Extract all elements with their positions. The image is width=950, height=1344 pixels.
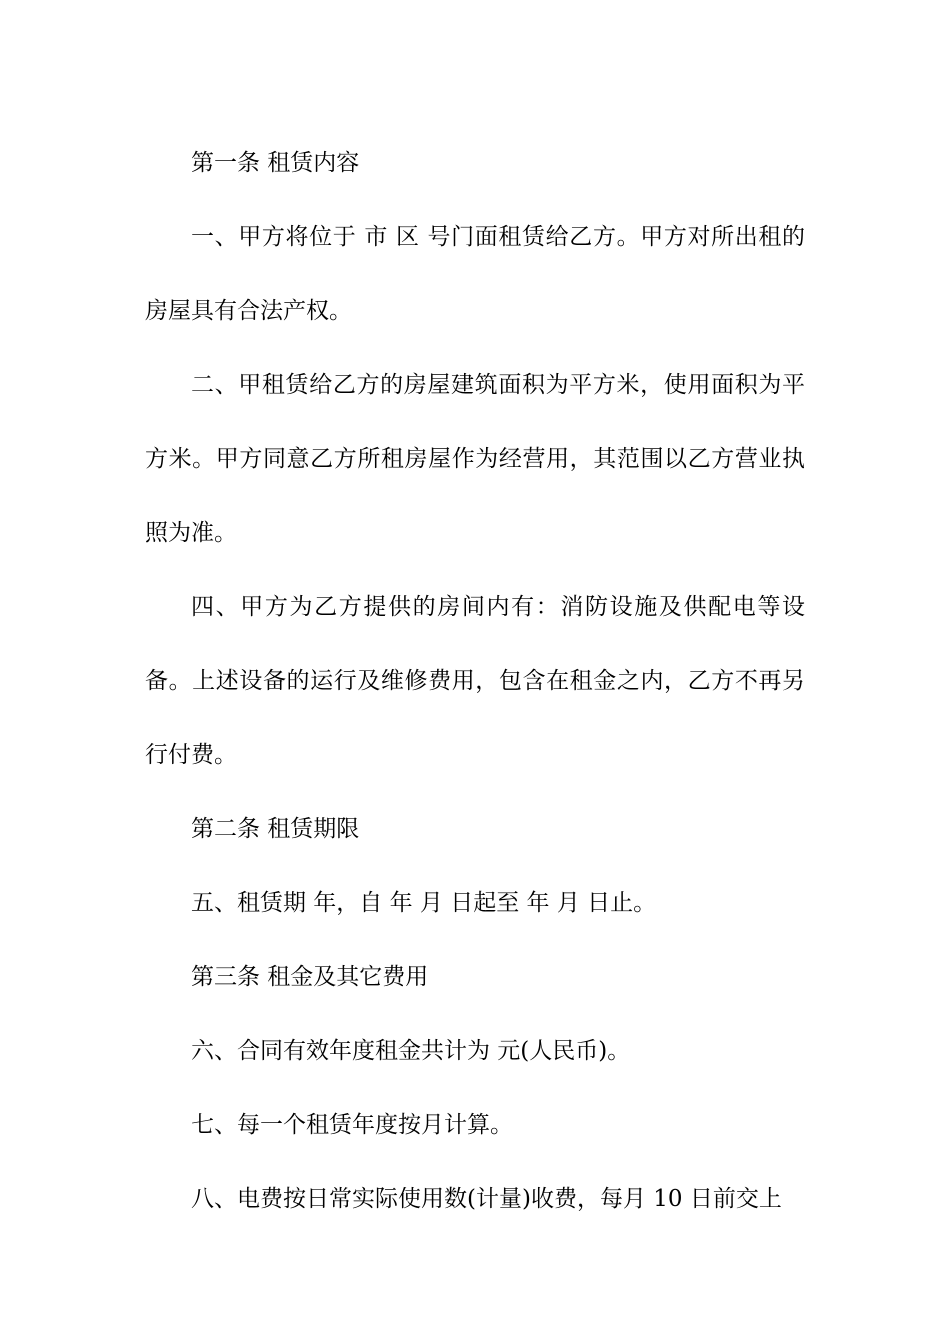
- article-heading-1: 第一条 租赁内容: [191, 150, 360, 176]
- clause-6: 六、合同有效年度租金共计为 元(人民币)。: [191, 1038, 631, 1064]
- article-heading-3: 第三条 租金及其它费用: [191, 964, 429, 990]
- clause-8: 八、电费按日常实际使用数(计量)收费，每月 10 日前交上: [191, 1186, 782, 1212]
- clause-7: 七、每一个租赁年度按月计算。: [191, 1112, 513, 1138]
- article-heading-2: 第二条 租赁期限: [191, 816, 360, 842]
- document-body: [145, 126, 805, 1236]
- clause-4: 四、甲方为乙方提供的房间内有：消防设施及供配电等设备。上述设备的运行及维修费用，包含在租金之内，乙方不再另行付费。: [145, 594, 805, 768]
- clause-2: 二、甲租赁给乙方的房屋建筑面积为平方米，使用面积为平方米。甲方同意乙方所租房屋作为经营用，其范围以乙方营业执照为准。: [145, 372, 805, 546]
- clause-1: 一、甲方将位于 市 区 号门面租赁给乙方。甲方对所出租的房屋具有合法产权。: [145, 224, 805, 324]
- clause-5: 五、租赁期 年，自 年 月 日起至 年 月 日止。: [191, 890, 657, 916]
